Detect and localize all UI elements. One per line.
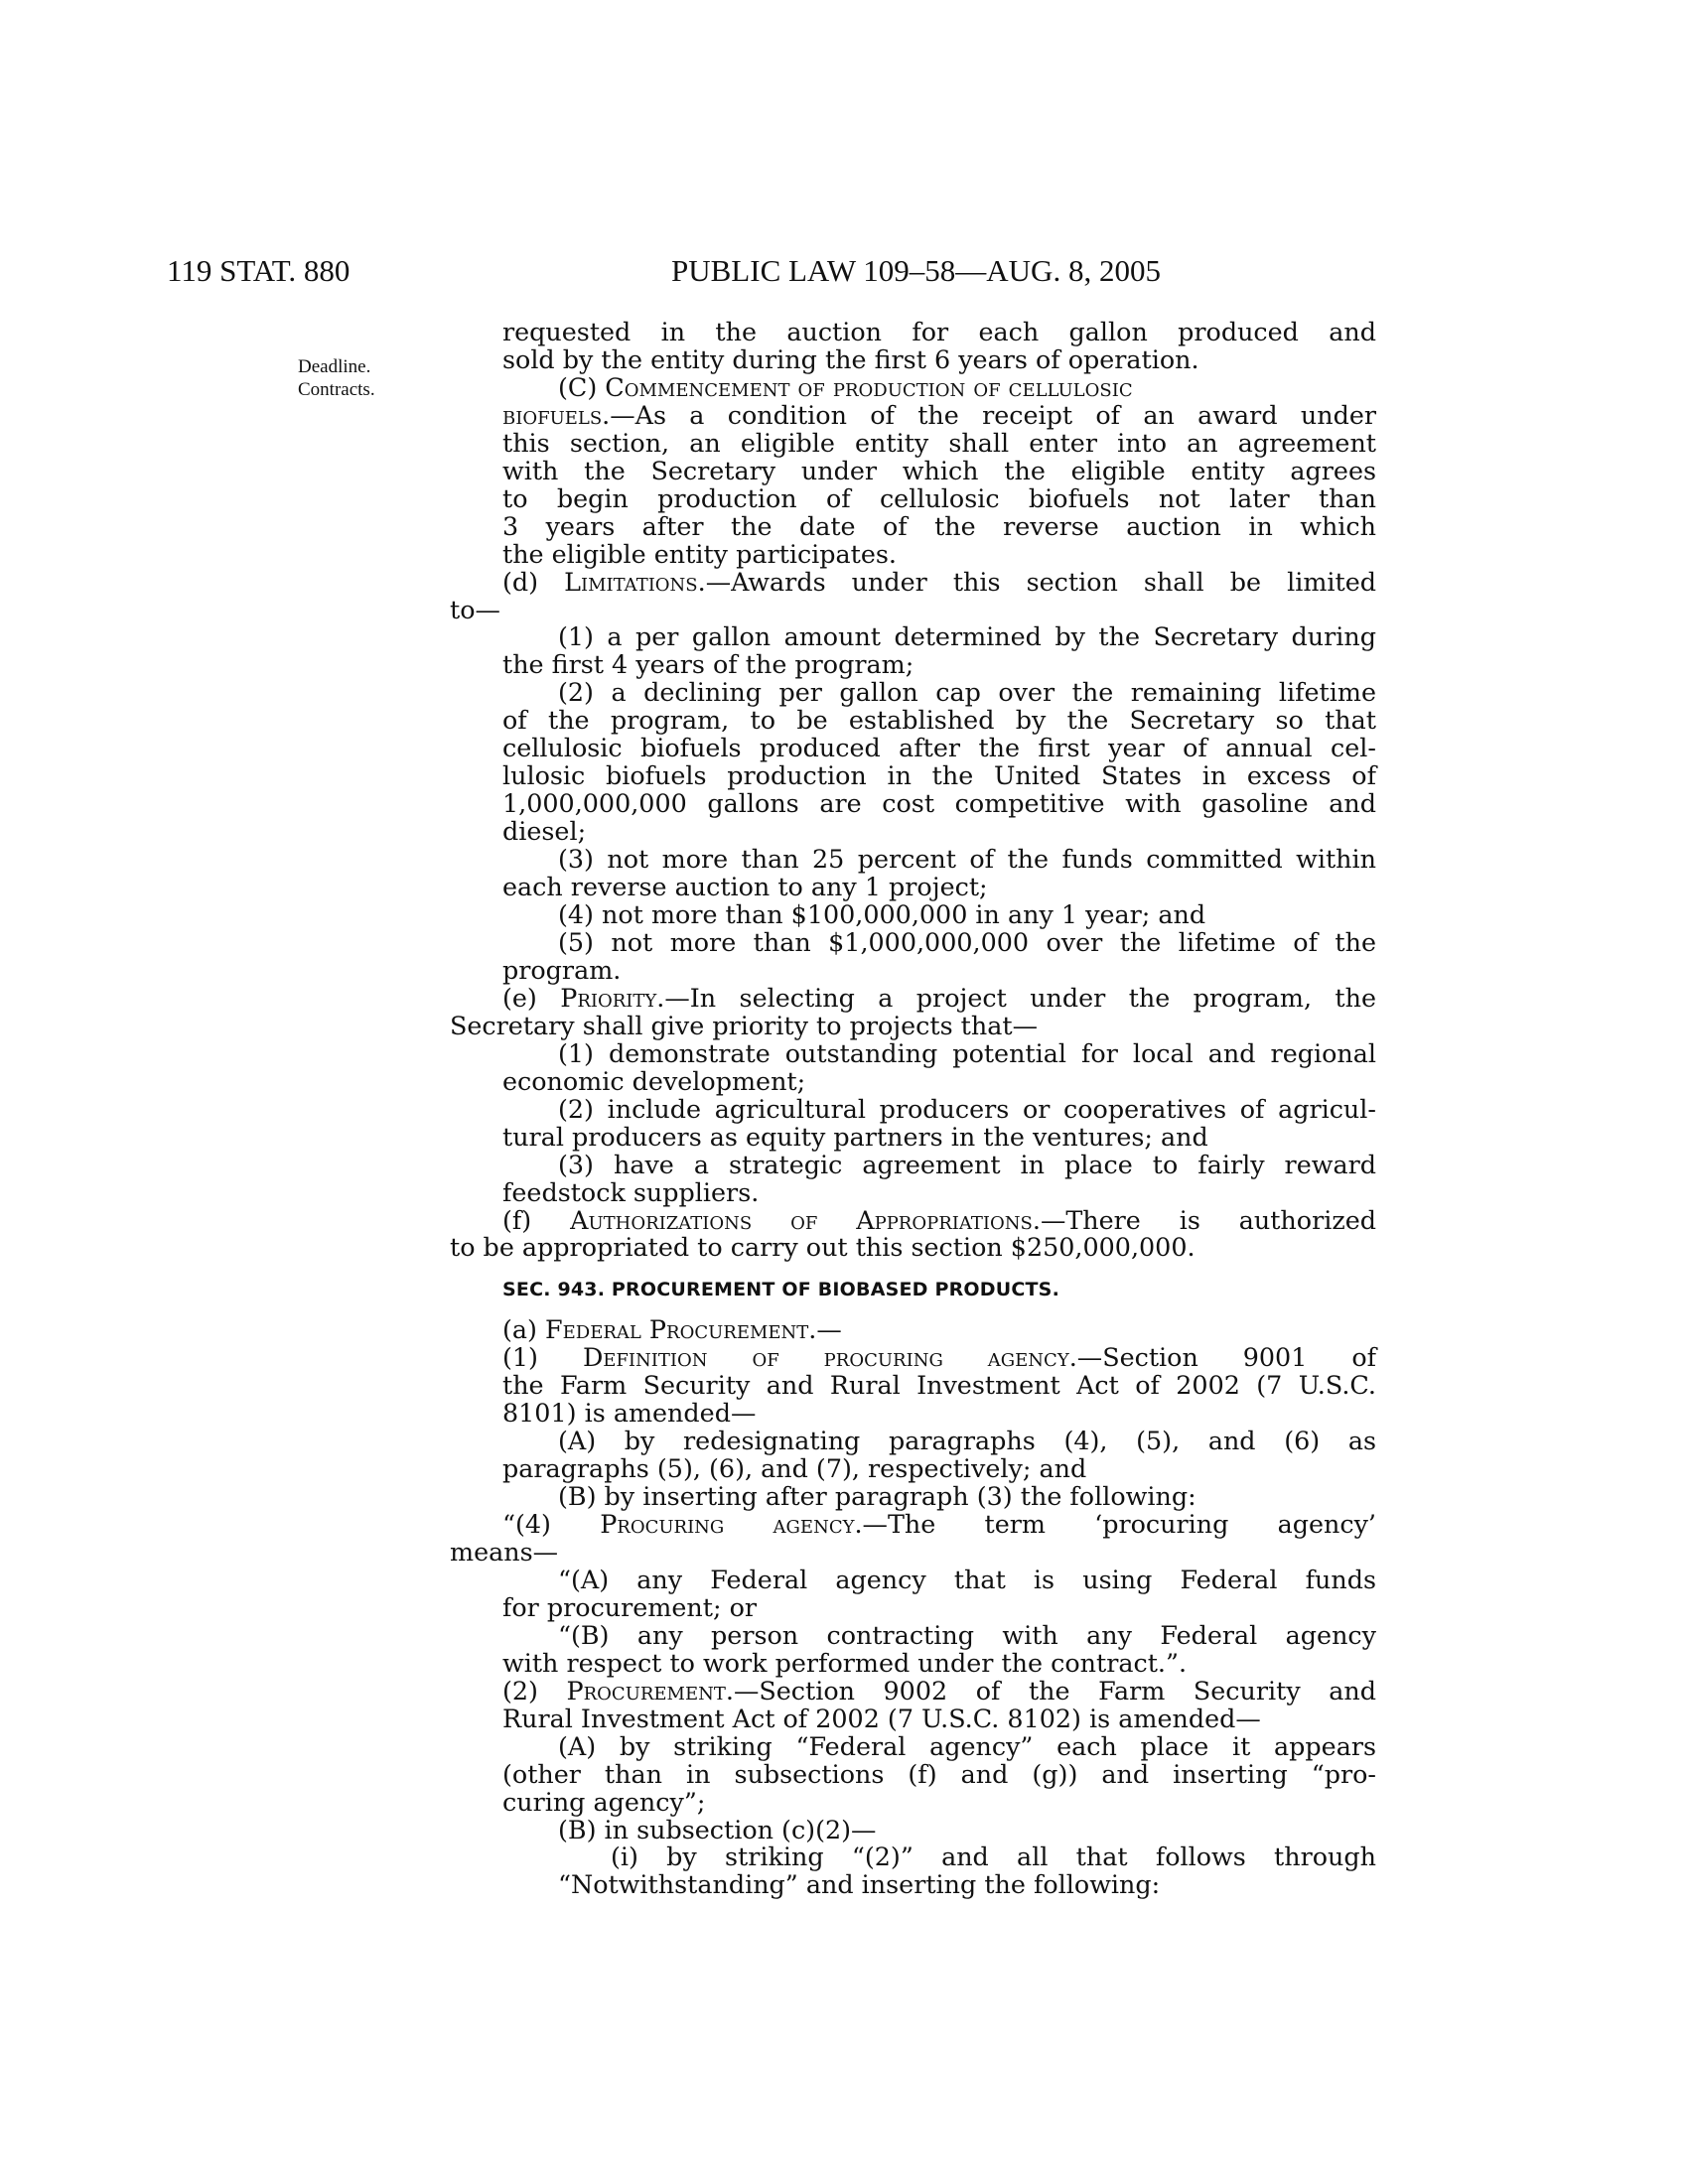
text-line (502, 1564, 1376, 1594)
text-line (502, 707, 1376, 735)
line-text: 3 years after the date of the reverse auction in which (502, 510, 1376, 541)
text-line (502, 790, 1376, 818)
line-text: to— (450, 594, 500, 624)
line-text: the first 4 years of the program; (502, 649, 914, 680)
line-text: paragraphs (5), (6), and (7), respectively; and (502, 1453, 1087, 1484)
text-line (502, 1344, 1376, 1372)
text-line (502, 1511, 1376, 1539)
line-text: means— (450, 1536, 559, 1567)
subsection-block-c-f (450, 317, 1376, 1263)
text-line (502, 846, 1376, 874)
text-line (502, 954, 1376, 985)
line-text: (3) not more than 25 percent of the funds committed within (558, 844, 1376, 875)
text-line (450, 1536, 1376, 1567)
line-prefix: (d) (502, 566, 565, 597)
text-line (502, 1814, 1376, 1844)
text-line (502, 371, 1376, 402)
line-text: —Awards under this section shall be limited (705, 566, 1376, 597)
line-prefix: (1) (502, 1342, 583, 1373)
line-text: (3) have a strategic agreement in place to fairly reward (558, 1149, 1376, 1179)
text-line (502, 651, 1376, 679)
text-line (502, 1730, 1376, 1761)
small-caps-heading: Limitations. (564, 566, 706, 597)
line-prefix: (e) (502, 982, 561, 1013)
small-caps-heading: Procurement. (566, 1675, 734, 1706)
text-line (502, 1647, 1376, 1678)
text-line (502, 1455, 1376, 1483)
text-line (502, 1591, 1376, 1622)
line-text: curing agency”; (502, 1786, 706, 1817)
line-text: (1) demonstrate outstanding potential for local and regional (558, 1037, 1376, 1068)
line-text: “(A) any Federal agency that is using Federal funds (558, 1564, 1376, 1594)
line-text: to be appropriated to carry out this section $250,000,000. (450, 1232, 1196, 1263)
line-text: economic development; (502, 1065, 806, 1096)
text-line (502, 399, 1376, 430)
section-heading: SEC. 943. PROCUREMENT OF BIOBASED PRODUCTS. (502, 1279, 1059, 1301)
page-running-title: PUBLIC LAW 109–58—AUG. 8, 2005 (671, 253, 1161, 288)
text-line (502, 901, 1376, 929)
text-line (502, 679, 1376, 707)
text-line (502, 1871, 1376, 1899)
line-text: —There is authorized (1040, 1204, 1376, 1235)
line-text: (1) a per gallon amount determined by the Secretary during (558, 621, 1376, 652)
text-line (502, 538, 1376, 569)
text-line (502, 319, 1376, 346)
text-line (502, 455, 1376, 485)
line-text: with the Secretary under which the eligible entity agrees (502, 455, 1376, 485)
text-line (502, 1204, 1376, 1235)
small-caps-heading: biofuels. (502, 399, 611, 430)
line-text: Rural Investment Act of 2002 (7 U.S.C. 8102) is amended— (502, 1703, 1261, 1733)
text-line (502, 1121, 1376, 1152)
small-caps-heading: Definition of procuring agency. (582, 1342, 1077, 1373)
line-text: diesel; (502, 816, 587, 847)
line-text: “(B) any person contracting with any Federal agency (558, 1619, 1376, 1650)
text-line (502, 1843, 1376, 1871)
line-text: 1,000,000,000 gallons are cost competitive with gasoline and (502, 788, 1376, 819)
margin-note-contracts: Contracts. (298, 379, 375, 400)
small-caps-heading: (C) Commencement of production of cellulosic (558, 371, 1133, 402)
text-line (502, 1786, 1376, 1817)
text-line (502, 1037, 1376, 1068)
line-text: (B) in subsection (c)(2)— (558, 1814, 877, 1844)
text-line (502, 1675, 1376, 1706)
text-line (502, 762, 1376, 790)
text-line (502, 1428, 1376, 1455)
line-text: —As a condition of the receipt of an award under (610, 399, 1376, 430)
line-text: sold by the entity during the first 6 years of operation. (502, 343, 1199, 374)
text-line (450, 594, 1376, 624)
line-text: the Farm Security and Rural Investment Act of 2002 (7 U.S.C. (502, 1370, 1376, 1401)
line-text: the eligible entity participates. (502, 538, 898, 569)
text-line (502, 623, 1376, 651)
text-line (502, 1093, 1376, 1124)
line-text: — (816, 1314, 842, 1345)
line-text: —In selecting a project under the program, the (664, 982, 1376, 1013)
statute-body (450, 317, 1377, 1900)
text-line (502, 510, 1376, 541)
line-text: Secretary shall give priority to projects that— (450, 1010, 1038, 1040)
line-prefix: (2) (502, 1675, 567, 1706)
text-line (502, 1619, 1376, 1650)
line-prefix: (a) (502, 1314, 546, 1345)
line-text: this section, an eligible entity shall enter into an agreement (502, 427, 1376, 458)
line-text: (other than in subsections (f) and (g)) and inserting “pro- (502, 1758, 1376, 1789)
line-text: each reverse auction to any 1 project; (502, 872, 988, 902)
text-line (450, 1010, 1376, 1040)
line-text: of the program, to be established by the Secretary so that (502, 705, 1376, 736)
text-line (502, 926, 1376, 957)
text-line (502, 566, 1376, 597)
line-text: for procurement; or (502, 1591, 758, 1622)
line-text: with respect to work performed under the contract.”. (502, 1647, 1188, 1678)
line-text: to begin production of cellulosic biofuels not later than (502, 482, 1376, 513)
page-stat-number: 119 STAT. 880 (167, 253, 351, 288)
line-text: (A) by redesignating paragraphs (4), (5), and (6) as (558, 1426, 1376, 1456)
line-text: tural producers as equity partners in the ventures; and (502, 1121, 1208, 1152)
text-line (502, 818, 1376, 846)
text-line (502, 1758, 1376, 1789)
line-text: (5) not more than $1,000,000,000 over the lifetime of the (558, 926, 1376, 957)
text-line (502, 1316, 1376, 1344)
small-caps-heading: Federal Procurement. (545, 1314, 817, 1345)
text-line (502, 735, 1376, 762)
line-text: “Notwithstanding” and inserting the following: (558, 1869, 1161, 1900)
text-line (502, 1372, 1376, 1400)
line-text: (B) by inserting after paragraph (3) the following: (558, 1481, 1196, 1512)
line-prefix: “(4) (502, 1509, 601, 1540)
line-text: program. (502, 954, 622, 985)
text-line (502, 482, 1376, 513)
line-text: (2) include agricultural producers or cooperatives of agricul- (558, 1093, 1376, 1124)
small-caps-heading: Authorizations of Appropriations. (570, 1204, 1041, 1235)
line-text: —Section 9001 of (1076, 1342, 1377, 1373)
line-text: (2) a declining per gallon cap over the remaining lifetime (558, 677, 1376, 708)
line-text: (A) by striking “Federal agency” each place it appears (558, 1730, 1376, 1761)
line-text: cellulosic biofuels produced after the first year of annual cel- (502, 733, 1376, 763)
line-text: —The term ‘procuring agency’ (862, 1509, 1376, 1540)
line-text: 8101) is amended— (502, 1398, 757, 1429)
line-text: (4) not more than $100,000,000 in any 1 year; and (558, 899, 1206, 930)
small-caps-heading: Procuring agency. (600, 1509, 863, 1540)
text-line (502, 1703, 1376, 1733)
text-line (502, 1176, 1376, 1207)
line-text: —Section 9002 of the Farm Security and (733, 1675, 1376, 1706)
text-line (502, 1400, 1376, 1428)
text-line (502, 343, 1376, 374)
line-prefix: (f) (502, 1204, 571, 1235)
text-line (502, 982, 1376, 1013)
line-text: lulosic biofuels production in the United States in excess of (502, 760, 1376, 791)
text-line (502, 1065, 1376, 1096)
text-line (502, 1149, 1376, 1179)
text-line (502, 874, 1376, 901)
margin-notes (298, 355, 375, 401)
line-text: requested in the auction for each gallon produced and (502, 317, 1376, 346)
subsection-block-sec-943 (450, 1314, 1377, 1900)
text-line (502, 427, 1376, 458)
margin-note-deadline: Deadline. (298, 356, 371, 377)
small-caps-heading: Priority. (560, 982, 665, 1013)
line-text: (i) by striking “(2)” and all that follows through (611, 1842, 1376, 1872)
text-line (450, 1234, 1376, 1262)
text-line (502, 1483, 1376, 1511)
line-text: feedstock suppliers. (502, 1176, 760, 1207)
